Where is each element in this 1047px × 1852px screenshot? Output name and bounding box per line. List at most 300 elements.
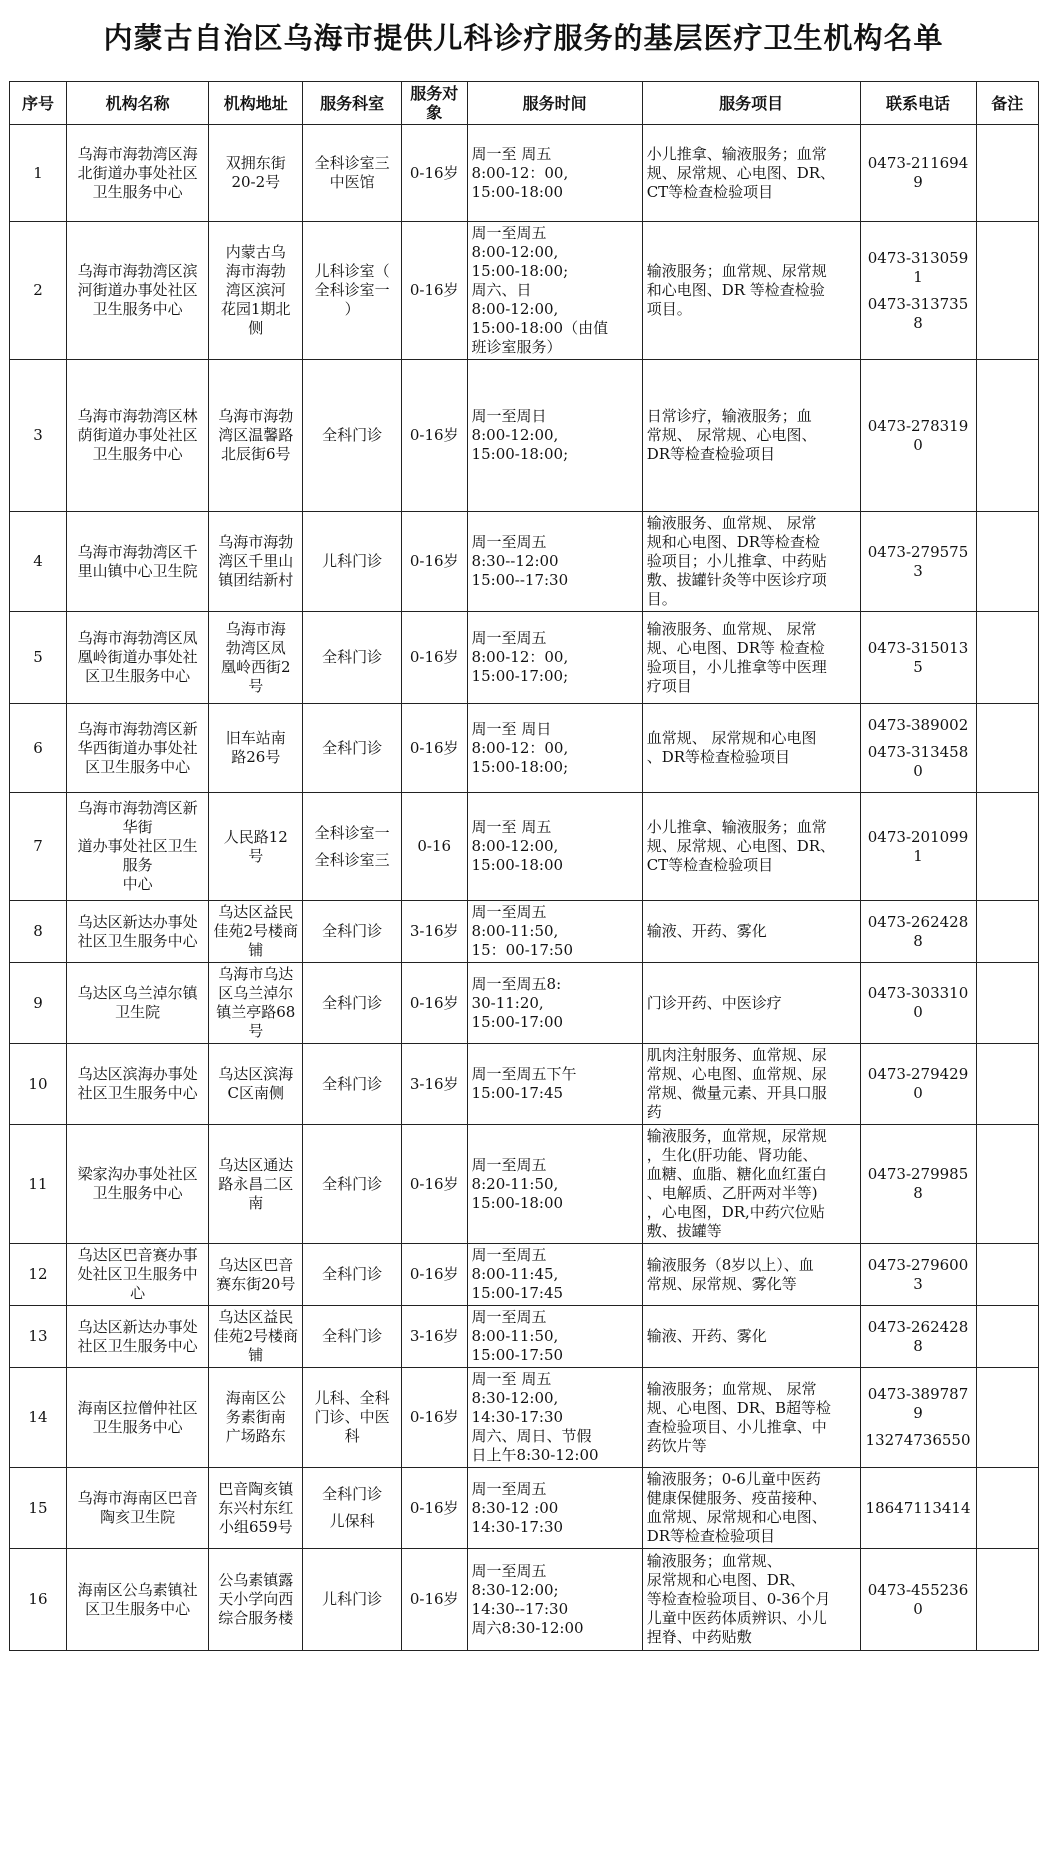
- cell-line: 0473-4552360: [867, 1580, 969, 1618]
- cell-line: 路26号: [231, 748, 281, 766]
- cell-text: 10: [28, 1074, 48, 1093]
- cell-line: 凰岭西街2: [221, 657, 291, 676]
- cell-line: 乌达区滨海: [218, 1065, 294, 1083]
- cell-line: 中心: [122, 875, 153, 893]
- cell-line: 输液服务；血常规、 尿常: [646, 1379, 817, 1398]
- cell-text: 7: [33, 837, 43, 855]
- cell-line: 小儿推拿、输液服务；血常: [646, 144, 827, 163]
- cell-no: [10, 1244, 67, 1306]
- cell-line: 儿保科: [329, 1512, 375, 1530]
- cell-line: 规、心电图、DR、B超等检: [646, 1398, 832, 1417]
- cell-line: 小组659号: [218, 1517, 293, 1536]
- cell-line: 乌海市海勃湾区林: [77, 407, 198, 425]
- cell-line: 乌达区巴音: [218, 1255, 294, 1274]
- cell-note: [976, 1549, 1038, 1651]
- cell-dept: [303, 222, 402, 360]
- cell-address: [209, 512, 303, 612]
- table-row: [10, 1368, 1039, 1468]
- cell-line: 乌海市海勃湾区凤: [77, 629, 198, 647]
- cell-line: 周一至周五8:: [471, 974, 562, 993]
- cell-line: 输液服务；0-6儿童中医药: [646, 1470, 821, 1488]
- cell-line: 8:00-11:45,: [471, 1265, 559, 1283]
- cell-target: [401, 1306, 467, 1368]
- cell-no: [10, 1549, 67, 1651]
- cell-dept: [303, 1468, 402, 1549]
- cell-hours: [467, 1044, 642, 1125]
- cell-line: 全科诊室三: [314, 154, 390, 172]
- cell-line: 儿童中医药体质辨识、小儿: [646, 1609, 827, 1627]
- cell-no: [10, 901, 67, 963]
- cell-line: 综合服务楼: [218, 1609, 294, 1627]
- cell-line: 8:30-12:00;: [471, 1580, 559, 1599]
- cell-phone: [860, 704, 976, 793]
- cell-dept: [303, 360, 402, 512]
- header-row: [10, 82, 1039, 125]
- cell-target: [401, 360, 467, 512]
- cell-line: 周一至周五: [471, 1479, 547, 1498]
- cell-services: [642, 1368, 860, 1468]
- cell-text: 0-16岁: [409, 1265, 459, 1283]
- cell-text: 14: [28, 1408, 48, 1426]
- cell-line: 乌海市海南区巴音: [77, 1489, 198, 1507]
- cell-line: 8:30-12:00,: [471, 1389, 559, 1407]
- cell-line: 全科诊室一: [314, 823, 390, 842]
- cell-line: 周六8:30-12:00: [471, 1618, 584, 1637]
- cell-line: 15:00--17:30: [471, 571, 569, 589]
- cell-text: 0-16岁: [409, 738, 459, 757]
- table-row: [10, 1468, 1039, 1549]
- cell-hours: [467, 1306, 642, 1368]
- cell-line: 8:00-12：00,: [471, 648, 569, 666]
- cell-dept: [303, 1549, 402, 1651]
- cell-text: 12: [28, 1265, 48, 1283]
- cell-no: [10, 222, 67, 360]
- cell-text: 0-16岁: [409, 163, 459, 182]
- cell-target: [401, 1549, 467, 1651]
- cell-dept: [303, 512, 402, 612]
- cell-phone: [860, 222, 976, 360]
- cell-hours: [467, 901, 642, 963]
- cell-line: 卫生服务中心: [92, 182, 183, 201]
- cell-line: 公乌素镇露: [218, 1571, 294, 1589]
- cell-line: 15:00-18:00（由值: [471, 319, 609, 337]
- table-row: [10, 1044, 1039, 1125]
- cell-line: 乌海市乌达: [218, 965, 294, 983]
- cell-name: [66, 512, 208, 612]
- cell-line: 0473-2624288: [867, 912, 969, 950]
- cell-no: [10, 704, 67, 793]
- cell-note: [976, 512, 1038, 612]
- cell-line: 东兴村东红: [218, 1498, 294, 1517]
- cell-line: 周六、日: [471, 281, 532, 299]
- header-phone: 联系电话: [860, 82, 976, 125]
- table-row: [10, 793, 1039, 901]
- cell-line: 规、尿常规、心电图、DR、: [646, 163, 836, 182]
- cell-line: 全科门诊: [322, 1485, 383, 1503]
- cell-line: 卫生院: [115, 1003, 161, 1021]
- cell-phone: [860, 1306, 976, 1368]
- table-row: [10, 1244, 1039, 1306]
- cell-target: [401, 512, 467, 612]
- cell-line: 内蒙古乌: [225, 243, 286, 261]
- cell-line: 规、尿常规、心电图、DR、: [646, 837, 836, 855]
- cell-no: [10, 963, 67, 1044]
- cell-line: 敷、拔罐等: [646, 1222, 722, 1240]
- cell-services: [642, 360, 860, 512]
- cell-name: [66, 1306, 208, 1368]
- cell-phone: [860, 793, 976, 901]
- cell-line: 0473-3897879: [867, 1385, 969, 1422]
- cell-line: 镇团结新村: [218, 571, 294, 589]
- table-row: [10, 512, 1039, 612]
- cell-name: [66, 1125, 208, 1244]
- cell-line: 目。: [646, 590, 677, 608]
- cell-phone: [860, 1125, 976, 1244]
- cell-line: 周一至 周五: [471, 1370, 552, 1388]
- cell-line: 日上午8:30-12:00: [471, 1446, 599, 1464]
- cell-line: C区南侧: [227, 1084, 285, 1102]
- cell-line: 周一至 周日: [471, 719, 552, 738]
- cell-line: 海南区公: [225, 1389, 286, 1407]
- cell-line: 输液服务、血常规、 尿常: [646, 619, 817, 638]
- header-services: 服务项目: [642, 82, 860, 125]
- cell-hours: [467, 1368, 642, 1468]
- cell-line: 8:30-12 :00: [471, 1498, 559, 1517]
- cell-target: [401, 1468, 467, 1549]
- cell-line: 湾区千里山: [218, 552, 294, 570]
- cell-line: 药: [646, 1103, 662, 1121]
- cell-line: 佳苑2号楼商: [213, 922, 299, 940]
- cell-line: 输液服务，血常规，尿常规: [646, 1127, 827, 1145]
- cell-text: 0-16: [417, 837, 452, 855]
- cell-line: 乌海市海: [225, 619, 286, 638]
- cell-line: 周一至周五: [471, 629, 547, 647]
- cell-hours: [467, 1125, 642, 1244]
- cell-line: 海南区公乌素镇社: [77, 1580, 198, 1599]
- cell-line: 药饮片等: [646, 1436, 707, 1455]
- cell-name: [66, 963, 208, 1044]
- cell-hours: [467, 793, 642, 901]
- cell-line: 卫生服务中心: [92, 1417, 183, 1436]
- cell-target: [401, 704, 467, 793]
- cell-line: 全科门诊: [322, 1074, 383, 1093]
- cell-line: 周一至周五: [471, 1246, 547, 1264]
- cell-line: 佳苑2号楼商: [213, 1327, 299, 1345]
- cell-line: 30-11:20,: [471, 993, 544, 1012]
- cell-line: 15:00-18:00: [471, 182, 564, 201]
- cell-line: 全科门诊: [322, 1174, 383, 1193]
- cell-name: [66, 1044, 208, 1125]
- cell-line: 日常诊疗，输液服务；血: [646, 407, 812, 425]
- cell-line: 、DR等检查检验项目: [646, 748, 791, 766]
- cell-line: 社区卫生服务中心: [77, 1084, 198, 1102]
- cell-line: 双拥东街: [225, 154, 286, 172]
- table-row: [10, 1549, 1039, 1651]
- cell-line: 规、心电图、DR等 检查检: [646, 638, 825, 657]
- table-row: [10, 612, 1039, 704]
- cell-line: 0473-2116949: [867, 154, 969, 191]
- cell-note: [976, 125, 1038, 222]
- cell-line: 验项目；小儿推拿、中药贴: [646, 552, 827, 570]
- cell-address: [209, 1468, 303, 1549]
- header-dept: 服务科室: [303, 82, 402, 125]
- cell-line: 8:00-12:00,: [471, 837, 559, 855]
- cell-line: 15:00-18:00;: [471, 262, 569, 280]
- cell-note: [976, 222, 1038, 360]
- cell-line: 0473-3150135: [867, 638, 969, 676]
- cell-line: 号: [248, 1022, 264, 1040]
- cell-line: 天小学向西: [218, 1590, 294, 1608]
- cell-line: 社区卫生服务中心: [77, 1336, 198, 1355]
- cell-no: [10, 1125, 67, 1244]
- cell-line: 0473-389002: [867, 715, 969, 734]
- cell-line: 儿科门诊: [322, 1590, 383, 1608]
- cell-hours: [467, 1244, 642, 1306]
- cell-line: 周一至 周五: [471, 818, 552, 836]
- cell-no: [10, 360, 67, 512]
- cell-text: 0-16岁: [409, 281, 459, 299]
- cell-line: 周一至周五: [471, 533, 547, 551]
- cell-line: 尿常规和心电图、DR、: [646, 1571, 806, 1589]
- cell-line: 北辰街6号: [221, 445, 291, 463]
- cell-line: 20-2号: [231, 173, 281, 191]
- cell-line: 、电解质、乙肝两对半等): [646, 1184, 818, 1202]
- cell-line: 0473-3130591: [867, 248, 969, 286]
- cell-line: 血常规、 尿常规和心电图: [646, 729, 817, 747]
- header-name: 机构名称: [66, 82, 208, 125]
- cell-line: 乌海市海勃: [218, 407, 294, 425]
- header-no: 序号: [10, 82, 67, 125]
- cell-line: 乌达区巴音赛办事: [77, 1246, 198, 1264]
- cell-line: 乌达区益民: [218, 903, 294, 921]
- cell-line: 0473-2796003: [867, 1255, 969, 1293]
- cell-line: 常规、心电图、血常规、尿: [646, 1065, 827, 1083]
- cell-line: 8:00-11:50,: [471, 922, 559, 940]
- cell-address: [209, 612, 303, 704]
- cell-line: 花园1期北: [221, 300, 291, 318]
- cell-text: 5: [33, 648, 43, 666]
- cell-hours: [467, 1468, 642, 1549]
- table-row: [10, 704, 1039, 793]
- cell-line: 赛东街20号: [216, 1274, 296, 1293]
- cell-line: 0473-2795753: [867, 542, 969, 580]
- cell-note: [976, 1306, 1038, 1368]
- cell-note: [976, 704, 1038, 793]
- cell-line: 乌海市海勃湾区滨: [77, 262, 198, 280]
- cell-line: 15:00-17:50: [471, 1346, 564, 1364]
- cell-line: 乌达区滨海办事处: [77, 1065, 198, 1083]
- cell-line: 铺: [248, 941, 264, 959]
- cell-hours: [467, 704, 642, 793]
- cell-line: 8:00-12：00,: [471, 163, 569, 182]
- cell-no: [10, 125, 67, 222]
- cell-line: 8:00-12:00,: [471, 300, 559, 318]
- cell-services: [642, 222, 860, 360]
- cell-line: 0473-2783190: [867, 416, 969, 454]
- cell-line: 巴音陶亥镇: [218, 1479, 294, 1498]
- cell-name: [66, 125, 208, 222]
- cell-target: [401, 1044, 467, 1125]
- cell-line: 14:30-17:30: [471, 1408, 564, 1426]
- cell-line: 河街道办事处社区: [77, 281, 198, 299]
- cell-line: 乌海市海勃: [218, 533, 294, 551]
- cell-line: 区乌兰淖尔: [218, 984, 294, 1002]
- cell-line: 广场路东: [225, 1427, 286, 1445]
- cell-name: [66, 222, 208, 360]
- cell-line: 全科门诊: [322, 1327, 383, 1345]
- cell-name: [66, 704, 208, 793]
- cell-target: [401, 793, 467, 901]
- cell-hours: [467, 1549, 642, 1651]
- cell-line: 乌海市海勃湾区新华街: [77, 799, 198, 836]
- cell-services: [642, 1306, 860, 1368]
- cell-line: 周一至周五: [471, 224, 547, 242]
- cell-address: [209, 704, 303, 793]
- cell-line: 镇兰亭路68: [216, 1003, 296, 1021]
- table-row: [10, 1125, 1039, 1244]
- table-row: [10, 963, 1039, 1044]
- cell-line: 路永昌二区: [218, 1174, 294, 1193]
- cell-hours: [467, 125, 642, 222]
- cell-target: [401, 963, 467, 1044]
- cell-name: [66, 1468, 208, 1549]
- cell-note: [976, 360, 1038, 512]
- cell-line: 凰岭街道办事处社: [77, 648, 198, 666]
- cell-text: 2: [33, 281, 43, 299]
- cell-line: 周一至周五: [471, 1155, 547, 1174]
- cell-line: 常规、尿常规、雾化等: [646, 1274, 797, 1293]
- cell-line: 8:30--12:00: [471, 552, 559, 570]
- institution-table: [9, 81, 1039, 1651]
- cell-line: 8:00-11:50,: [471, 1327, 559, 1345]
- cell-line: 乌达区乌兰淖尔镇: [77, 984, 198, 1002]
- cell-note: [976, 612, 1038, 704]
- cell-target: [401, 901, 467, 963]
- cell-line: 敷、拔罐针灸等中医诊疗项: [646, 571, 827, 589]
- cell-no: [10, 1044, 67, 1125]
- cell-text: 3: [33, 426, 43, 444]
- cell-line: 北街道办事处社区: [77, 163, 198, 182]
- cell-dept: [303, 963, 402, 1044]
- cell-line: 常规、微量元素、开具口服: [646, 1084, 827, 1102]
- cell-line: 周一至周五: [471, 903, 547, 921]
- cell-line: 科: [344, 1427, 360, 1445]
- cell-dept: [303, 1044, 402, 1125]
- cell-line: 乌海市海勃湾区千: [77, 542, 198, 561]
- cell-text: 0-16岁: [409, 552, 459, 570]
- cell-line: 规和心电图、DR等检查检: [646, 533, 821, 551]
- cell-phone: [860, 1468, 976, 1549]
- cell-services: [642, 1468, 860, 1549]
- cell-line: 等检查检验项目、0-36个月: [646, 1590, 831, 1608]
- cell-line: ，心电图，DR,中药穴位贴: [646, 1203, 825, 1221]
- cell-address: [209, 360, 303, 512]
- cell-text: 15: [28, 1498, 48, 1517]
- cell-line: 乌达区益民: [218, 1308, 294, 1326]
- cell-line: 周一至周五下午: [471, 1065, 577, 1083]
- cell-line: 乌海市海勃湾区新: [77, 719, 198, 738]
- cell-line: 乌海市海勃湾区海: [77, 144, 198, 163]
- cell-phone: [860, 512, 976, 612]
- cell-phone: [860, 125, 976, 222]
- cell-line: 铺: [248, 1346, 264, 1364]
- cell-services: [642, 1125, 860, 1244]
- cell-line: 全科门诊: [322, 648, 383, 666]
- cell-line: 人民路12: [223, 827, 288, 846]
- cell-services: [642, 1549, 860, 1651]
- cell-line: 处社区卫生服务中心: [77, 1265, 198, 1302]
- cell-line: 验项目，小儿推拿等中医理: [646, 657, 827, 676]
- cell-services: [642, 1044, 860, 1125]
- cell-target: [401, 125, 467, 222]
- cell-line: 15:00-17:45: [471, 1084, 564, 1102]
- cell-line: 道办事处社区卫生服务: [77, 837, 198, 874]
- cell-hours: [467, 612, 642, 704]
- cell-dept: [303, 125, 402, 222]
- cell-line: 周一至周五: [471, 1561, 547, 1580]
- cell-line: 侧: [248, 319, 264, 337]
- cell-line: 全科诊室三: [314, 850, 390, 869]
- cell-text: 0-16岁: [409, 1174, 459, 1193]
- cell-name: [66, 1549, 208, 1651]
- cell-note: [976, 1468, 1038, 1549]
- cell-dept: [303, 704, 402, 793]
- cell-line: 湾区滨河: [225, 281, 286, 299]
- cell-line: 15:00-17:45: [471, 1284, 564, 1302]
- cell-hours: [467, 222, 642, 360]
- cell-address: [209, 1244, 303, 1306]
- cell-services: [642, 125, 860, 222]
- cell-line: 全科门诊: [322, 738, 383, 757]
- cell-line: 项目。: [646, 300, 692, 318]
- cell-line: 0473-2799858: [867, 1165, 969, 1202]
- cell-text: 11: [28, 1174, 48, 1193]
- cell-text: 8: [33, 922, 43, 940]
- cell-line: 18647113414: [865, 1498, 971, 1517]
- cell-line: 门诊开药、中医诊疗: [646, 993, 782, 1012]
- cell-line: 血糖、血脂、糖化血红蛋白: [646, 1165, 827, 1183]
- cell-line: 梁家沟办事处社区: [77, 1165, 198, 1183]
- cell-line: 疗项目: [646, 676, 692, 695]
- cell-name: [66, 901, 208, 963]
- cell-address: [209, 1125, 303, 1244]
- cell-name: [66, 1368, 208, 1468]
- cell-text: 0-16岁: [409, 1498, 459, 1517]
- cell-text: 0-16岁: [409, 993, 459, 1012]
- cell-address: [209, 963, 303, 1044]
- header-note: 备注: [976, 82, 1038, 125]
- cell-target: [401, 1244, 467, 1306]
- cell-line: 全科门诊: [322, 1265, 383, 1283]
- cell-line: 乌达区新达办事处: [77, 1317, 198, 1336]
- cell-text: 13: [28, 1327, 48, 1345]
- cell-line: 输液、开药、雾化: [646, 922, 767, 940]
- cell-target: [401, 1368, 467, 1468]
- cell-hours: [467, 512, 642, 612]
- cell-note: [976, 901, 1038, 963]
- cell-hours: [467, 360, 642, 512]
- cell-address: [209, 1368, 303, 1468]
- cell-line: 输液服务；血常规、: [646, 1552, 782, 1570]
- cell-text: 6: [33, 738, 43, 757]
- cell-text: 16: [28, 1590, 48, 1608]
- cell-line: 儿科门诊: [322, 552, 383, 570]
- cell-line: 旧车站南: [225, 729, 286, 747]
- cell-target: [401, 612, 467, 704]
- cell-line: 陶亥卫生院: [100, 1508, 176, 1526]
- table-row: [10, 125, 1039, 222]
- cell-phone: [860, 901, 976, 963]
